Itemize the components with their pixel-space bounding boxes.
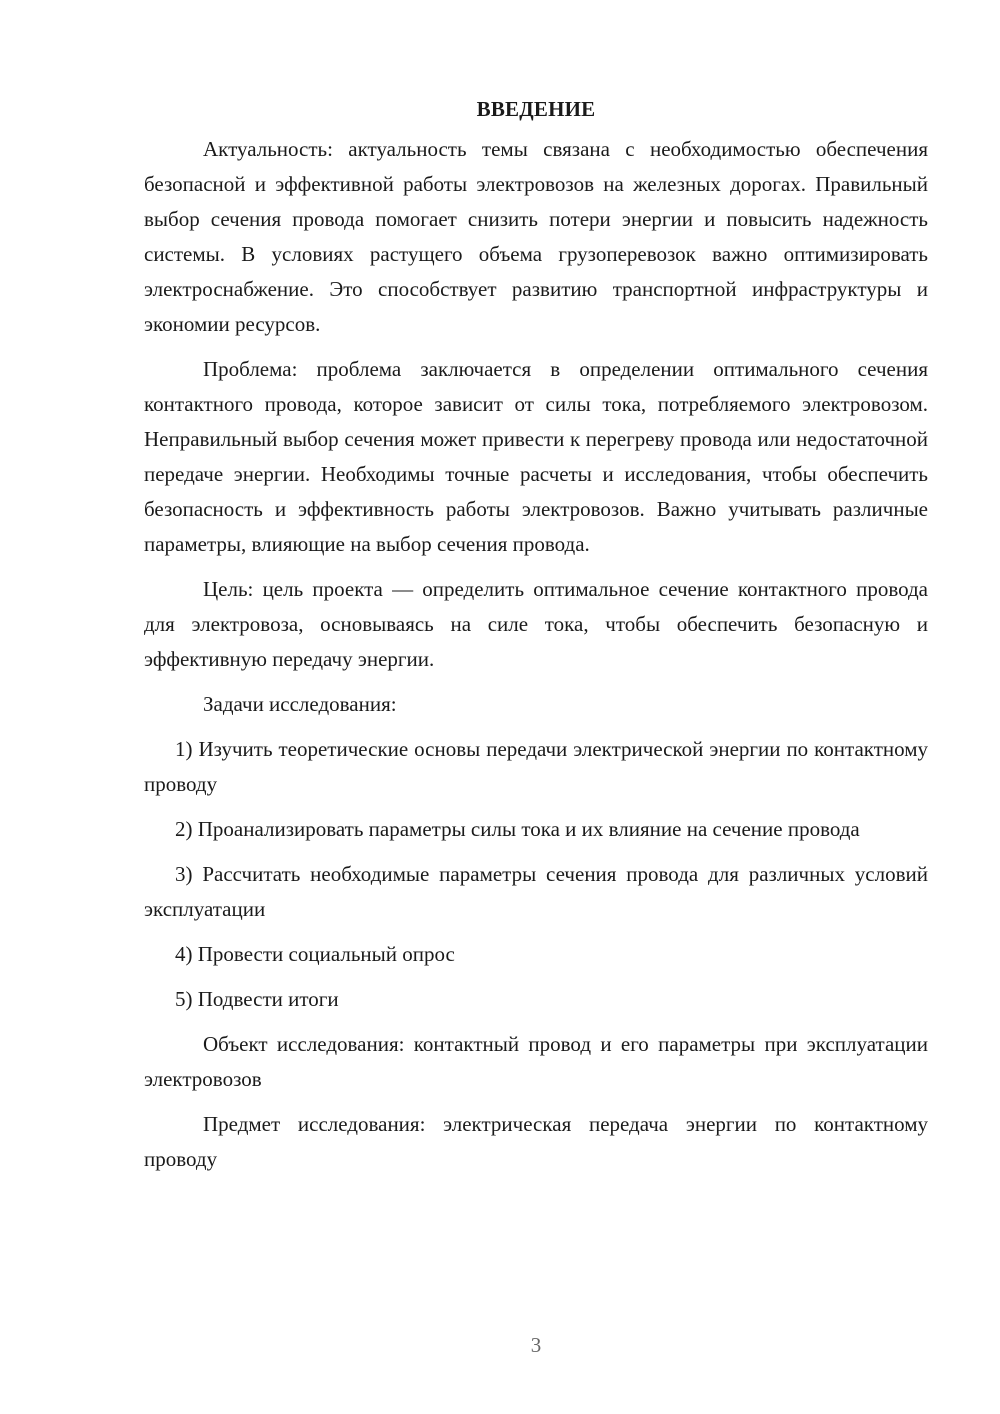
page-title: ВВЕДЕНИЕ xyxy=(476,97,596,121)
paragraph-subject: Предмет исследования: электрическая передача энергии по контактному проводу xyxy=(144,1112,928,1171)
task-item-5: 5) Подвести итоги xyxy=(175,987,339,1011)
task-item-4: 4) Провести социальный опрос xyxy=(175,942,455,966)
paragraph-relevance: Актуальность: актуальность темы связана с необходимостью обеспечения безопасной и эффективной работы электровозов на железных дорогах. Правильный выбор сечения провода помогает снизить потери энергии и повысить надежность системы. В условиях растущего объема грузоперевозок важно оптимизировать электроснабжение. Это способствует развитию транспортной инфраструктуры и экономии ресурсов. xyxy=(144,137,928,336)
tasks-heading: Задачи исследования: xyxy=(203,692,397,716)
task-item-1: 1) Изучить теоретические основы передачи электрической энергии по контактному проводу xyxy=(144,737,928,796)
paragraph-problem: Проблема: проблема заключается в определении оптимального сечения контактного провода, которое зависит от силы тока, потребляемого электровозом. Неправильный выбор сечения может привести к перегреву провода или недостаточной передаче энергии. Необходимы точные расчеты и исследования, чтобы обеспечить безопасность и эффективность работы электровозов. Важно учитывать различные параметры, влияющие на выбор сечения провода. xyxy=(144,357,928,556)
page-number: 3 xyxy=(530,1333,542,1357)
task-item-3: 3) Рассчитать необходимые параметры сечения провода для различных условий эксплуатации xyxy=(144,862,928,921)
paragraph-goal: Цель: цель проекта — определить оптимальное сечение контактного провода для электровоза, основываясь на силе тока, чтобы обеспечить безопасную и эффективную передачу энергии. xyxy=(144,577,928,671)
paragraph-object: Объект исследования: контактный провод и его параметры при эксплуатации электровозов xyxy=(144,1032,928,1091)
task-item-2: 2) Проанализировать параметры силы тока и их влияние на сечение провода xyxy=(175,817,860,841)
document-page xyxy=(144,92,928,1187)
